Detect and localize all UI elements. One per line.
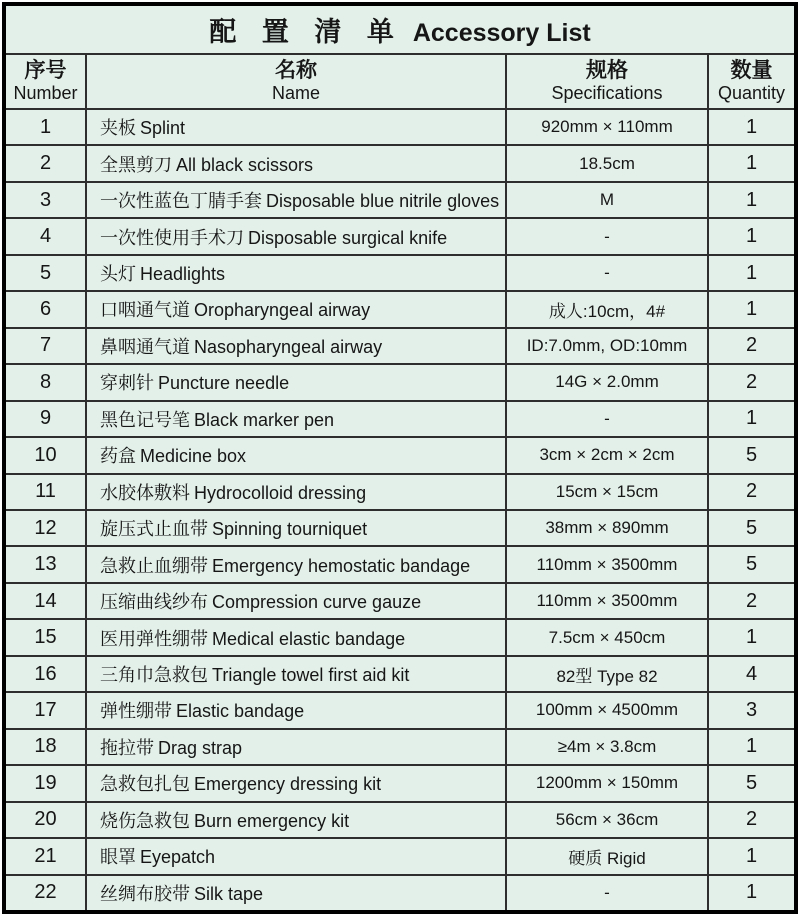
cell-name [86,364,506,400]
cell-number: 7 [6,328,86,364]
item-name-zh: 旋压式止血带 [100,519,208,540]
table-title-en: Accessory List [412,19,591,47]
table-title-zh: 配 置 清 单 [209,17,403,47]
item-name-zh: 急救止血绷带 [100,555,208,576]
item-name-zh: 一次性使用手术刀 [100,227,244,248]
cell-number: 15 [6,619,86,655]
cell-name [86,218,506,254]
table-row [6,656,794,692]
table-row [6,838,794,874]
table-row [6,692,794,728]
cell-specification: 18.5cm [506,145,708,181]
accessory-list-sheet [2,2,798,914]
table-row [6,145,794,181]
cell-name [86,401,506,437]
cell-number: 14 [6,583,86,619]
table-row [6,218,794,254]
cell-specification: 1200mm × 150mm [506,765,708,801]
column-header-quantity [708,54,794,109]
cell-name [86,583,506,619]
cell-number: 12 [6,510,86,546]
item-name-en: Emergency dressing kit [194,774,382,795]
table-row [6,619,794,655]
column-header-number [6,54,86,109]
cell-number: 3 [6,182,86,218]
cell-specification: 920mm × 110mm [506,109,708,145]
table-row [6,437,794,473]
cell-number: 9 [6,401,86,437]
item-name-zh: 口咽通气道 [100,300,190,321]
cell-quantity: 2 [708,583,794,619]
cell-name [86,619,506,655]
item-name-en: Eyepatch [140,847,216,868]
table-title [6,6,794,54]
cell-specification: ID:7.0mm, OD:10mm [506,328,708,364]
cell-quantity: 5 [708,765,794,801]
item-name-en: Compression curve gauze [212,592,422,613]
item-name-zh: 压缩曲线纱布 [100,592,208,613]
column-header-name-en: Name [271,83,320,104]
item-name-zh: 黑色记号笔 [100,409,190,430]
cell-name [86,474,506,510]
cell-specification: 56cm × 36cm [506,802,708,838]
item-name-zh: 丝绸布胶带 [100,883,190,904]
item-name-zh: 鼻咽通气道 [100,336,190,357]
table-row [6,875,794,910]
cell-specification: 硬质 Rigid [506,838,708,874]
cell-number: 19 [6,765,86,801]
table-row [6,401,794,437]
cell-specification: 82型 Type 82 [506,656,708,692]
cell-specification: 成人:10cm，4# [506,291,708,327]
item-name-en: Disposable surgical knife [248,227,448,248]
item-name-en: Black marker pen [194,409,335,430]
item-name-en: Triangle towel first aid kit [212,665,410,686]
item-name-en: Headlights [140,264,226,285]
cell-name [86,291,506,327]
cell-name [86,729,506,765]
cell-quantity: 4 [708,656,794,692]
cell-specification: 3cm × 2cm × 2cm [506,437,708,473]
item-name-zh: 水胶体敷料 [100,482,190,503]
item-name-en: Medical elastic bandage [212,628,406,649]
cell-number: 2 [6,145,86,181]
cell-number: 16 [6,656,86,692]
cell-quantity: 1 [708,838,794,874]
cell-name [86,875,506,910]
cell-number: 4 [6,218,86,254]
cell-name [86,546,506,582]
table-row [6,109,794,145]
cell-name [86,692,506,728]
item-name-en: Spinning tourniquet [212,519,368,540]
cell-quantity: 1 [708,401,794,437]
cell-specification: 14G × 2.0mm [506,364,708,400]
cell-name [86,510,506,546]
cell-quantity: 5 [708,510,794,546]
item-name-zh: 医用弹性绷带 [100,628,208,649]
cell-name [86,838,506,874]
cell-quantity: 2 [708,328,794,364]
cell-number: 6 [6,291,86,327]
item-name-en: Medicine box [140,446,247,467]
table-row [6,328,794,364]
item-name-zh: 夹板 [100,118,136,139]
cell-name [86,802,506,838]
item-name-zh: 药盒 [100,446,136,467]
table-body [6,109,794,910]
cell-specification: - [506,218,708,254]
cell-quantity: 1 [708,619,794,655]
item-name-zh: 头灯 [100,264,136,285]
header-row [6,54,794,109]
cell-quantity: 2 [708,474,794,510]
table-row [6,182,794,218]
cell-quantity: 1 [708,109,794,145]
item-name-en: Disposable blue nitrile gloves [266,191,500,212]
table-row [6,474,794,510]
table-row [6,510,794,546]
cell-quantity: 5 [708,546,794,582]
item-name-zh: 拖拉带 [100,737,154,758]
item-name-zh: 一次性蓝色丁腈手套 [100,191,262,212]
cell-specification: - [506,255,708,291]
column-header-specifications-en: Specifications [551,83,663,104]
item-name-en: Drag strap [158,737,243,758]
cell-specification: 110mm × 3500mm [506,583,708,619]
cell-specification: - [506,875,708,910]
cell-number: 5 [6,255,86,291]
cell-specification: 7.5cm × 450cm [506,619,708,655]
cell-specification: 15cm × 15cm [506,474,708,510]
cell-name [86,656,506,692]
table-row [6,583,794,619]
cell-quantity: 5 [708,437,794,473]
item-name-zh: 弹性绷带 [100,701,172,722]
cell-number: 8 [6,364,86,400]
cell-specification: M [506,182,708,218]
table-row [6,255,794,291]
cell-quantity: 2 [708,802,794,838]
item-name-en: Burn emergency kit [194,810,350,831]
column-header-name-zh: 名称 [275,59,317,83]
column-header-quantity-en: Quantity [717,83,786,104]
cell-name [86,182,506,218]
cell-number: 1 [6,109,86,145]
item-name-zh: 烧伤急救包 [100,810,190,831]
cell-specification: - [506,401,708,437]
table-row [6,802,794,838]
item-name-en: Nasopharyngeal airway [194,336,383,357]
table-row [6,364,794,400]
cell-name [86,437,506,473]
table-row [6,291,794,327]
column-header-number-en: Number [13,83,78,104]
cell-name [86,255,506,291]
cell-name [86,328,506,364]
item-name-zh: 眼罩 [100,847,136,868]
table-row [6,546,794,582]
item-name-zh: 三角巾急救包 [100,665,208,686]
cell-quantity: 1 [708,218,794,254]
column-header-name [86,54,506,109]
item-name-en: Emergency hemostatic bandage [212,555,471,576]
cell-quantity: 1 [708,255,794,291]
cell-name [86,109,506,145]
item-name-en: Puncture needle [158,373,290,394]
cell-specification: ≥4m × 3.8cm [506,729,708,765]
cell-number: 13 [6,546,86,582]
cell-quantity: 2 [708,364,794,400]
cell-quantity: 1 [708,182,794,218]
cell-name [86,765,506,801]
column-header-number-zh: 序号 [24,59,67,83]
title-row [6,6,794,54]
cell-number: 18 [6,729,86,765]
item-name-zh: 穿刺针 [100,373,154,394]
table-row [6,729,794,765]
cell-quantity: 1 [708,145,794,181]
item-name-zh: 急救包扎包 [100,774,190,795]
item-name-en: Elastic bandage [176,701,305,722]
cell-quantity: 1 [708,291,794,327]
cell-quantity: 3 [708,692,794,728]
item-name-en: Splint [140,118,186,139]
item-name-en: All black scissors [176,154,314,175]
column-header-specifications-zh: 规格 [586,59,628,83]
cell-specification: 100mm × 4500mm [506,692,708,728]
item-name-en: Silk tape [194,883,264,904]
cell-quantity: 1 [708,875,794,910]
item-name-en: Hydrocolloid dressing [194,482,367,503]
accessory-list-table [6,6,794,910]
column-header-specifications [506,54,708,109]
cell-number: 20 [6,802,86,838]
cell-specification: 38mm × 890mm [506,510,708,546]
cell-specification: 110mm × 3500mm [506,546,708,582]
cell-number: 17 [6,692,86,728]
column-header-quantity-zh: 数量 [730,59,773,83]
item-name-zh: 全黑剪刀 [100,154,172,175]
item-name-en: Oropharyngeal airway [194,300,371,321]
cell-number: 10 [6,437,86,473]
cell-number: 22 [6,875,86,910]
table-row [6,765,794,801]
cell-number: 21 [6,838,86,874]
cell-quantity: 1 [708,729,794,765]
cell-name [86,145,506,181]
cell-number: 11 [6,474,86,510]
